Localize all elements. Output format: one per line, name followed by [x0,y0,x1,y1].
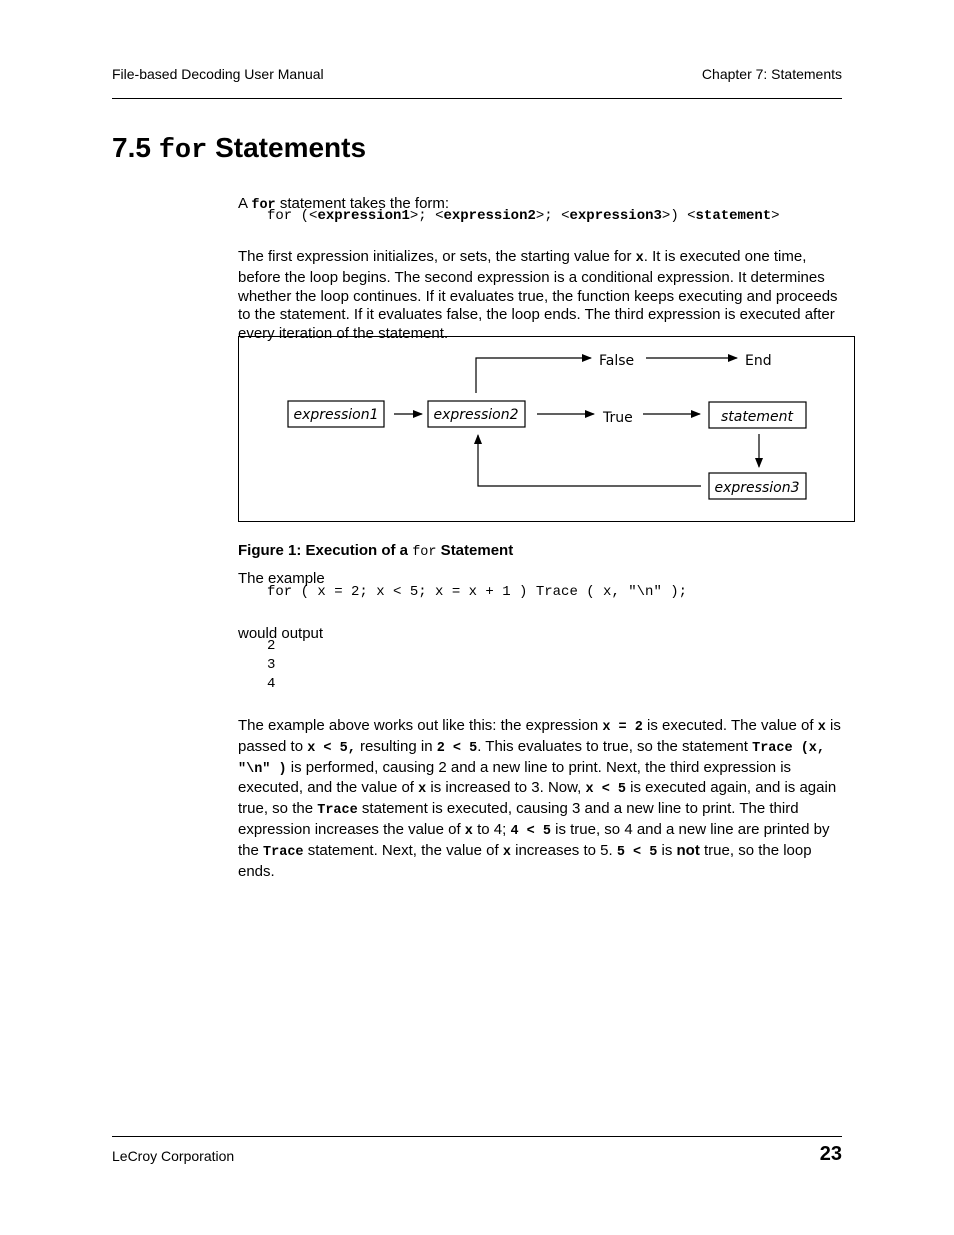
example-label: The example [238,570,325,587]
would-output-label: would output [238,625,324,642]
true-label: True [603,410,633,426]
footer-company: LeCroy Corporation [112,1148,235,1164]
walkthrough-paragraph: The example above works out like this: the expression x = 2 is executed. The value of x is passed to x < 5, resulting in 2 < 5. This evaluates to true, so the statement Trace (x, "\n" ) is performed, causing 2 and a new line to print. Next, the third expression is executed, and the value of x is increased to 3. Now, x < 5 is executed again, and is again true, so the Trace statement is executed, causing 3 and a new line to print. The third expression increases the value of x to 4; 4 < 5 is true, so 4 and a new line are printed by the Trace statement. Next, the value of x increases to 5. 5 < 5 is not true, so the loop ends. [238,717,841,880]
section-keyword: for [158,136,208,166]
statement-label: statement [720,409,794,425]
output-line: 4 [267,676,276,692]
arrow-expr3-to-expr2 [478,435,701,486]
expression1-label: expression1 [293,407,379,423]
running-header-title: File-based Decoding User Manual [112,66,324,82]
running-header-chapter: Chapter 7: Statements [701,66,842,82]
section-title-text: Statements [215,132,367,163]
section-number: 7.5 [112,132,151,163]
header-rule [112,98,842,99]
for-flow-diagram [238,336,855,522]
end-label: End [745,353,772,369]
false-label: False [599,353,635,369]
footer-rule [112,1136,842,1137]
output-line: 3 [267,657,276,673]
figure-caption: Figure 1: Execution of a for Statement [238,542,514,560]
expression3-label: expression3 [714,480,800,496]
flow-diagram-svg [239,337,856,523]
output-line: 2 [267,638,276,654]
explanation-paragraph: The first expression initializes, or sets, the starting value for x. It is executed one time, before the loop begins. The second expression is a conditional expression. It determines whether the loop continues. If it evaluates true, the function keeps executing and proceeds to the statement. If it evaluates false, the loop ends. The third expression is executed after every iteration of the statement. [238,248,838,343]
inline-code: for [251,198,276,213]
output-listing [267,637,871,694]
example-code: for ( x = 2; x < 5; x = x + 1 ) Trace ( x, "\n" ); [267,584,688,600]
page-number: 23 [819,1143,842,1165]
expression2-label: expression2 [433,407,519,423]
syntax-line: for (<expression1>; <expression2>; <expression3>) <statement> [267,208,780,224]
caption-code: for [412,545,437,560]
section-heading [112,132,366,166]
intro-paragraph: A for statement takes the form: [238,195,450,213]
arrow-expr2-to-false [476,358,591,393]
